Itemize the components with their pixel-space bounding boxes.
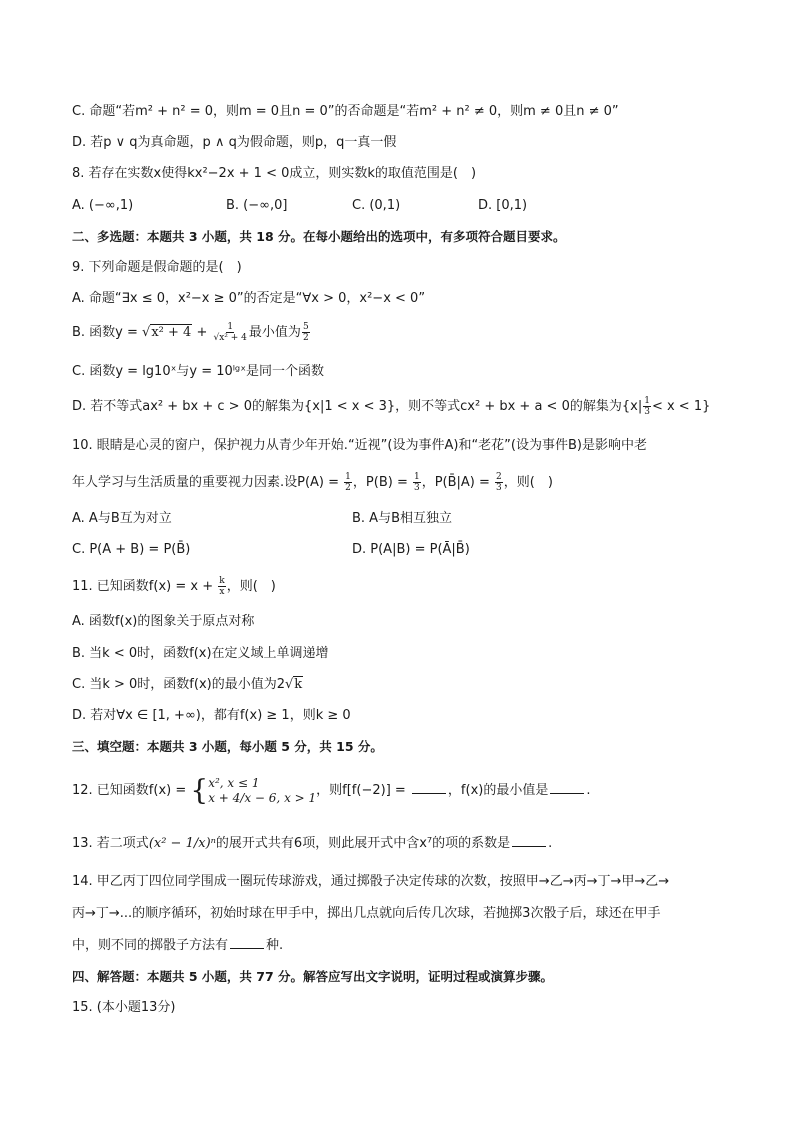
q8-option-a: A. (−∞,1) (72, 198, 134, 213)
q8-stem: 8. 若存在实数x使得kx²−2x + 1 < 0成立，则实数k的取值范围是( ) (72, 166, 477, 181)
q7-option-c: C. 命题“若m² + n² = 0，则m = 0且n = 0”的否命题是“若m² + n² ≠ 0，则m ≠ 0且n ≠ 0” (72, 104, 619, 119)
q10-option-a: A. A与B互为对立 (72, 511, 172, 526)
q11-option-b: B. 当k < 0时，函数f(x)在定义域上单调递增 (72, 646, 329, 661)
q9-option-c: C. 函数y = lg10ˣ与y = 10ˡᵍˣ是同一个函数 (72, 364, 324, 379)
section-4-header: 四、解答题：本题共 5 小题，共 77 分。解答应写出文字说明，证明过程或演算步骤。 (72, 969, 554, 984)
q13-blank (512, 834, 546, 847)
q9-stem: 9. 下列命题是假命题的是( ) (72, 260, 242, 275)
q11-option-c: C. 当k > 0时，函数f(x)的最小值为2√k (72, 677, 303, 692)
q8-option-d: D. [0,1) (478, 198, 528, 213)
q10-option-b: B. A与B相互独立 (352, 511, 452, 526)
q7-option-d: D. 若p ∨ q为真命题，p ∧ q为假命题，则p，q一真一假 (72, 135, 397, 150)
q12-blank-2 (550, 781, 584, 794)
q14-stem-line2: 丙→丁→...的顺序循环，初始时球在甲手中，掷出几点就向后传几次球，若抛掷3次骰子后，球还在甲手 (72, 906, 661, 921)
q13-stem: 13. 若二项式(x² − 1/x)ⁿ的展开式共有6项，则此展开式中含x⁷的项的系数是 . (72, 836, 553, 851)
q14-stem-line1: 14. 甲乙丙丁四位同学围成一圈玩传球游戏，通过掷骰子决定传球的次数，按照甲→乙→丙→丁→甲→乙→ (72, 874, 670, 889)
q8-option-c: C. (0,1) (352, 198, 401, 213)
q11-option-d: D. 若对∀x ∈ [1, +∞)，都有f(x) ≥ 1，则k ≥ 0 (72, 708, 351, 723)
q9-option-d: D. 若不等式ax² + bx + c > 0的解集为{x|1 < x < 3}，则不等式cx² + bx + a < 0的解集为{x| $\frac{1}{3}$ < x < 1} (72, 396, 711, 417)
q9-option-b: B. 函数y = √x² + 4 + $\frac{1}{\text{√x² + 4}}$ 最小值为 $\frac{5}{2}$ (72, 322, 309, 343)
q14-stem-line3: 中，则不同的掷骰子方法有 种. (72, 938, 284, 953)
q10-stem-line1: 10. 眼睛是心灵的窗户，保护视力从青少年开始.“近视”(设为事件A)和“老花”(设为事件B)是影响中老 (72, 438, 647, 453)
q10-stem-line2: 年人学习与生活质量的重要视力因素.设P(A) = $\frac{1}{2}$ ，P(B) = $\frac{1}{3}$ ，P(B̄|A) = $\frac{2}{3}$ ，则( ) (72, 472, 553, 493)
section-2-header: 二、多选题：本题共 3 小题，共 18 分。在每小题给出的选项中，有多项符合题目要求。 (72, 229, 566, 244)
q11-stem: 11. 已知函数f(x) = x + $\frac{k}{x}$ ，则( ) (72, 576, 276, 597)
q9-option-a: A. 命题“∃x ≤ 0，x²−x ≥ 0”的否定是“∀x > 0，x²−x < 0” (72, 291, 426, 306)
q15-stem: 15. (本小题13分) (72, 1000, 176, 1015)
q12-blank-1 (412, 781, 446, 794)
q8-option-b: B. (−∞,0] (226, 198, 288, 213)
q10-option-c: C. P(A + B) = P(B̄) (72, 542, 191, 557)
q14-blank (230, 936, 264, 949)
q12-stem: 12. 已知函数f(x) = { x², x ≤ 1 x + 4/x − 6, x > 1 ，则f[f(−2)] = ，f(x)的最小值是 . (72, 773, 591, 807)
q11-option-a: A. 函数f(x)的图象关于原点对称 (72, 614, 255, 629)
q10-option-d: D. P(A|B) = P(Ā|B̄) (352, 542, 470, 557)
section-3-header: 三、填空题：本题共 3 小题，每小题 5 分，共 15 分。 (72, 739, 383, 754)
